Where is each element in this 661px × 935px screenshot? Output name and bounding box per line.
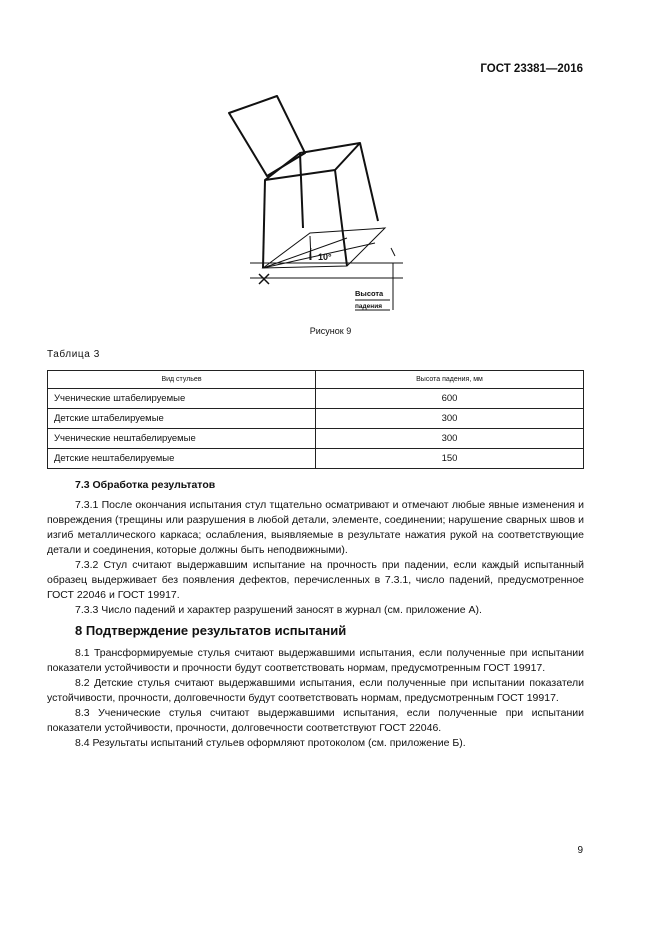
paragraph-8-2: 8.2 Детские стулья считают выдержавшими испытания, если полученные при испытании показатели устойчивости, прочности, долговечности будут соответствовать нормам, предусмотренным ГОСТ 19917. [47, 677, 584, 704]
column-header-drop-height: Высота падения, мм [316, 371, 584, 389]
figure-caption: Рисунок 9 [309, 326, 352, 336]
drop-height-label: Высота [355, 289, 384, 298]
drop-height-label-2: падения [355, 303, 382, 310]
table-row [48, 409, 584, 429]
section-7-3-heading: 7.3 Обработка результатов [75, 479, 216, 491]
drop-height-cell: 150 [316, 449, 584, 469]
chair-type-cell: Ученические нештабелируемые [48, 429, 316, 449]
chair-drop-figure [215, 88, 415, 320]
section-7-3 [47, 478, 584, 618]
chair-leg [360, 143, 378, 221]
page-number: 9 [577, 845, 583, 856]
table-row [48, 389, 584, 409]
chair-leg [263, 180, 265, 268]
table-row [48, 429, 584, 449]
chair-backrest [229, 96, 305, 176]
paragraph-8-1: 8.1 Трансформируемые стулья считают выдержавшими испытания, если полученные при испытании показатели устойчивости и прочности будут соответствовать нормам, предусмотренным ГОСТ 19917. [47, 647, 584, 674]
paragraph-8-3: 8.3 Ученические стулья считают выдержавшими испытания, если полученные при испытании показатели устойчивости, прочности, долговечности соответствуют ГОСТ 22046. [47, 707, 584, 734]
paragraph-7-3-3: 7.3.3 Число падений и характер разрушений заносят в журнал (см. приложение А). [75, 604, 482, 616]
document-id: ГОСТ 23381—2016 [480, 63, 583, 75]
paragraph-7-3-2: 7.3.2 Стул считают выдержавшим испытание на прочность при падении, если каждый испытанный образец выдерживает без появления дефектов, перечисленных в 7.3.1, число падений, предусмотренное ГОСТ 22046 и ГОСТ 19917. [47, 559, 584, 601]
angle-label: 10° [318, 252, 332, 262]
chair-type-cell: Ученические штабелируемые [48, 389, 316, 409]
section-8 [47, 646, 584, 751]
drop-height-cell: 300 [316, 409, 584, 429]
chair-leg [300, 153, 303, 228]
paragraph-7-3-1: 7.3.1 После окончания испытания стул тщательно осматривают и отмечают любые явные изменения и повреждения (трещины или разрушения в любой детали, элементе, соединении; нарушение сварных швов и изгиб металлического каркаса; ослабления, выявляемые в результате нажатия рукой на соответствующие детали и соединения, которые должны быть неподвижными). [47, 499, 584, 556]
table-row [48, 449, 584, 469]
chair-seat [265, 143, 360, 180]
chair-type-cell: Детские нештабелируемые [48, 449, 316, 469]
column-header-chair-type: Вид стульев [48, 371, 316, 389]
drop-height-cell: 300 [316, 429, 584, 449]
paragraph-8-4: 8.4 Результаты испытаний стульев оформляют протоколом (см. приложение Б). [75, 737, 466, 749]
chair-type-cell: Детские штабелируемые [48, 409, 316, 429]
drop-height-cell: 600 [316, 389, 584, 409]
section-8-heading: 8 Подтверждение результатов испытаний [75, 623, 347, 638]
drop-height-table [47, 370, 584, 469]
incline-plane [263, 228, 385, 268]
table-label: Таблица 3 [47, 349, 100, 360]
